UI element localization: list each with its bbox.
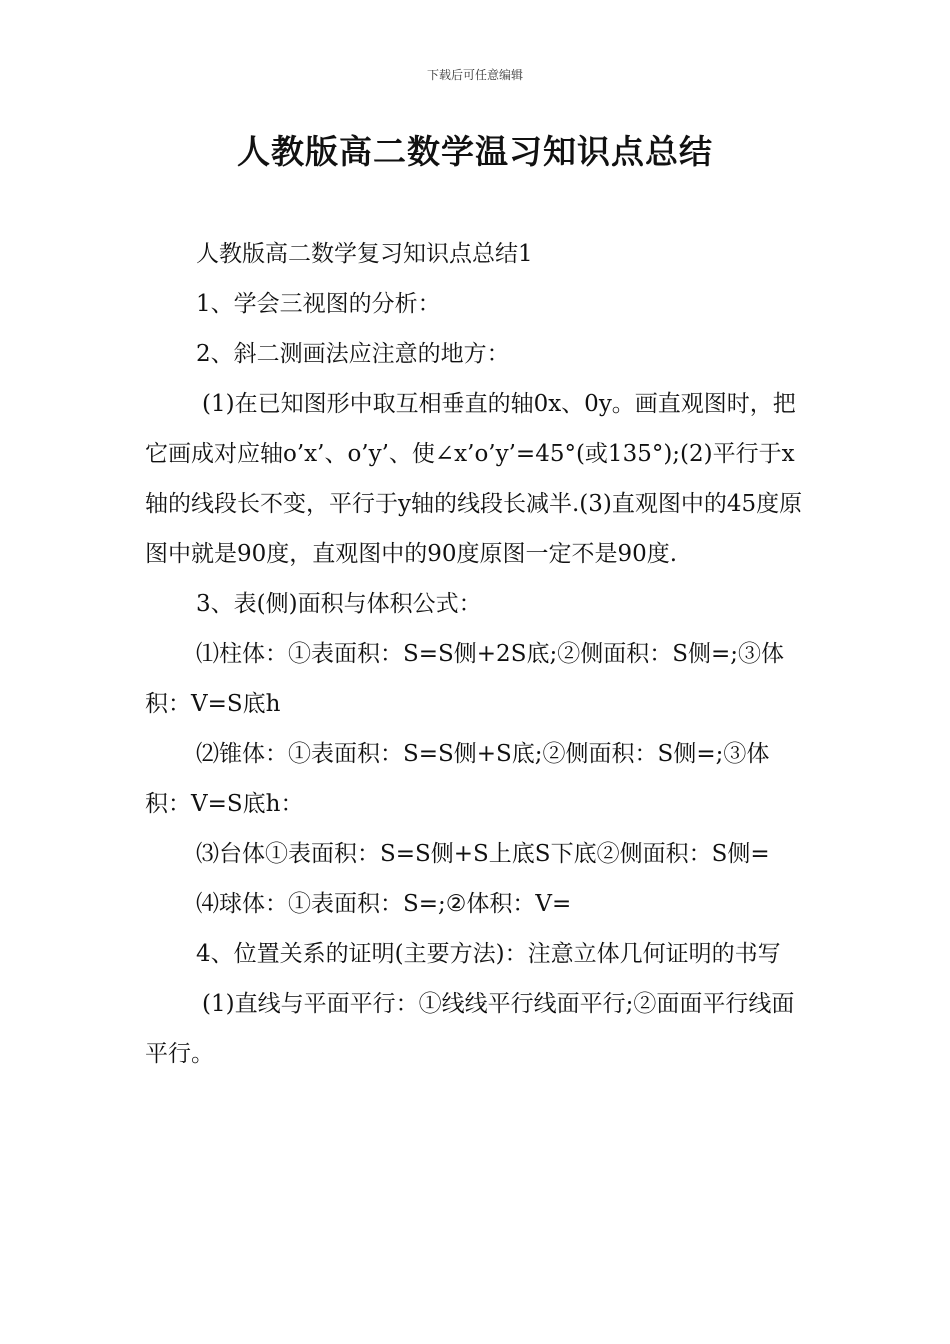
paragraph-item-4: 4、位置关系的证明(主要方法)：注意立体几何证明的书写 [196, 941, 781, 967]
paragraph-prism: ⑴柱体：①表面积：S=S侧+2S底;②侧面积：S侧=;③体积：V=S底h [145, 641, 784, 717]
paragraph-line-plane-parallel: (1)直线与平面平行：①线线平行线面平行;②面面平行线面平行。 [145, 991, 795, 1067]
document-title: 人教版高二数学温习知识点总结 [237, 132, 713, 171]
paragraph-pyramid: ⑵锥体：①表面积：S=S侧+S底;②侧面积：S侧=;③体积：V=S底h： [145, 741, 770, 817]
paragraph-item-1: 1、学会三视图的分析： [196, 291, 441, 317]
paragraph-oblique-drawing: (1)在已知图形中取互相垂直的轴0x、0y。画直观图时，把它画成对应轴o’x’、o’y’、使∠x’o’y’=45°(或135°);(2)平行于x轴的线段长不变，平行于y轴的线段长减半.(3)直观图中的45度原图中就是90度，直观图中的90度原图一定不是90度. [145, 391, 803, 567]
document-body [145, 229, 815, 1079]
paragraph-frustum: ⑶台体①表面积：S=S侧+S上底S下底②侧面积：S侧= [196, 841, 770, 867]
paragraph-item-3: 3、表(侧)面积与体积公式： [196, 591, 482, 617]
paragraph-subtitle: 人教版高二数学复习知识点总结1 [196, 241, 533, 267]
paragraph-item-2: 2、斜二测画法应注意的地方： [196, 341, 510, 367]
paragraph-sphere: ⑷球体：①表面积：S=;②体积：V= [196, 891, 572, 917]
header-note: 下载后可任意编辑 [426, 68, 523, 82]
